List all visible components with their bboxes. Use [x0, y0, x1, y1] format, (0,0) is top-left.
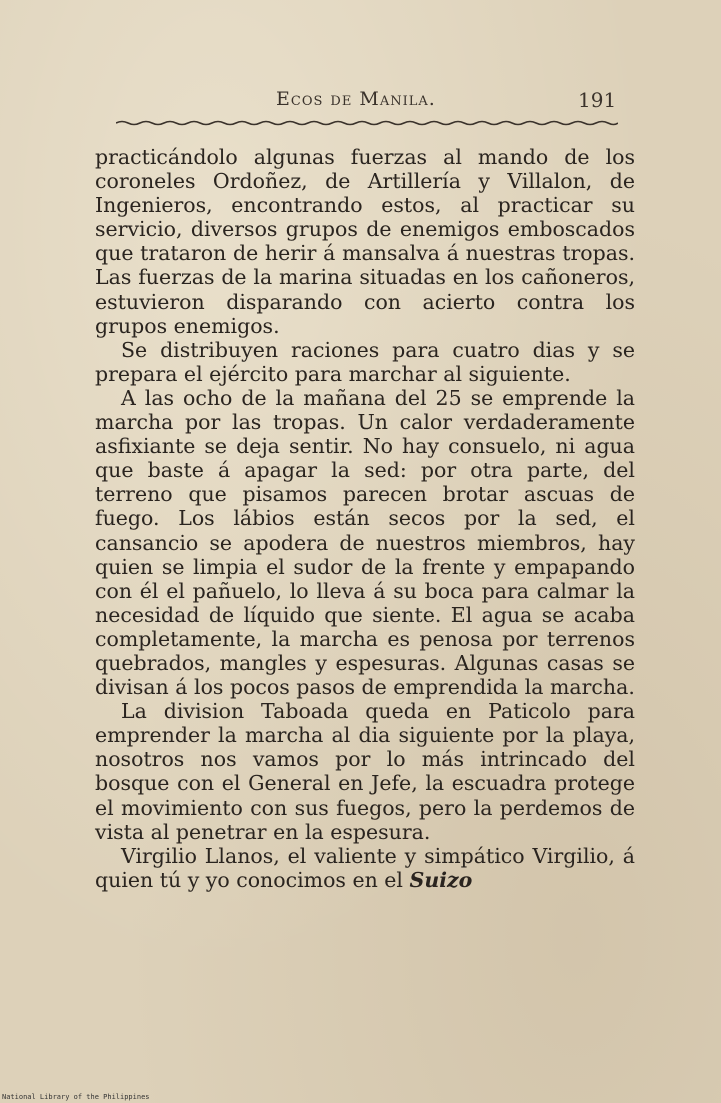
running-title: Ecos de Manila. — [276, 88, 436, 110]
source-credit: National Library of the Philippines — [2, 1093, 150, 1101]
page-number: 191 — [578, 88, 617, 112]
paragraph-4: La division Taboada queda en Paticolo para emprender la marcha al dia siguiente por la playa, nosotros nos vamos por lo más intrincado del bosque con el General en Jefe, la escuadra protege el movimiento con sus fuegos, pero la perdemos de vista al penetrar en la espesura. — [95, 699, 635, 844]
header-rule — [116, 120, 618, 126]
paragraph-3: A las ocho de la mañana del 25 se emprende la marcha por las tropas. Un calor verdaderamente asfixiante se deja sentir. No hay consuelo, ni agua que baste á apagar la sed: por otra parte, del terreno que pisamos parecen brotar ascuas de fuego. Los lábios están secos por la sed, el cansancio se apodera de nuestros miembros, hay quien se limpia el sudor de la frente y empapando con él el pañuelo, lo lleva á su boca para calmar la necesidad de líquido que siente. El agua se acaba completamente, la marcha es penosa por terrenos quebrados, mangles y espesuras. Algunas casas se divisan á los pocos pasos de emprendida la marcha. — [95, 385, 635, 700]
body-text — [95, 145, 635, 892]
paragraph-1: practicándolo algunas fuerzas al mando de los coroneles Ordoñez, de Artillería y Villalon, de Ingenieros, encontrando estos, al practicar su servicio, diversos grupos de enemigos emboscados que trataron de herir á mansalva á nuestras tropas. Las fuerzas de la marina situadas en los cañoneros, estuvieron disparando con acierto contra los grupos enemigos. — [95, 145, 635, 338]
italic-word-suizo: Suizo — [409, 867, 473, 892]
paragraph-5 — [95, 844, 635, 892]
paragraph-5-text: Virgilio Llanos, el valiente y simpático Virgilio, á quien tú y yo conocimos en el — [95, 843, 635, 892]
paragraph-2: Se distribuyen raciones para cuatro dias y se prepara el ejército para marchar al siguiente. — [95, 337, 635, 386]
